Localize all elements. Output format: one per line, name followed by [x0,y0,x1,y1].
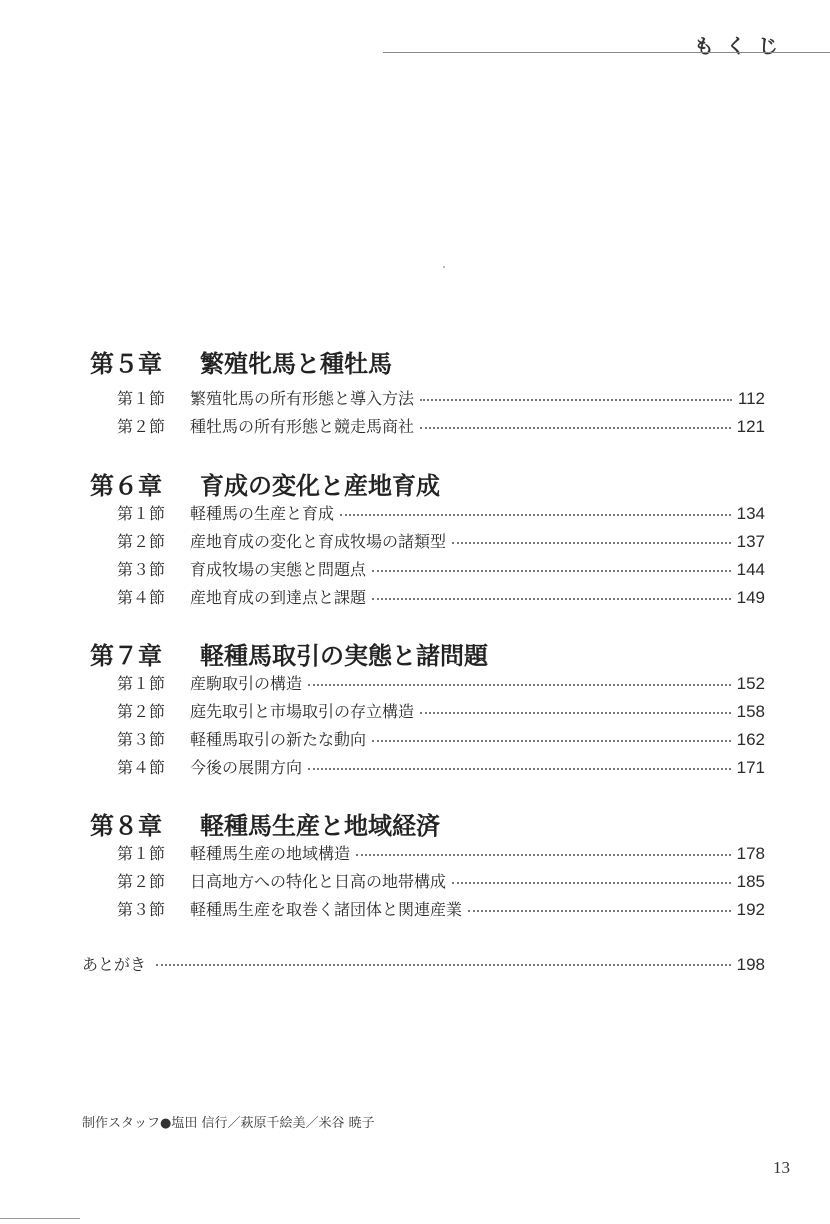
section-title: 今後の展開方向 [190,758,303,777]
toc-entry[interactable] [117,727,765,755]
header-rule [383,52,830,53]
section-number: 第３節 [117,560,166,579]
section-page: 171 [736,758,765,777]
chapter-heading [90,344,392,379]
section-title: 軽種馬取引の新たな動向 [190,730,367,749]
section-number: 第２節 [117,702,166,721]
chapter-title: 軽種馬生産と地域経済 [200,811,440,840]
chapter-heading [90,636,488,671]
page-speck [443,266,445,268]
chapter-title: 育成の変化と産地育成 [200,471,440,500]
dot-leader [356,854,731,856]
section-title: 繁殖牝馬の所有形態と導入方法 [190,389,415,408]
section-title: 軽種馬生産を取巻く諸団体と関連産業 [190,900,463,919]
dot-leader [308,768,731,770]
toc-entry[interactable] [117,755,765,783]
chapter-heading [90,466,440,501]
chapter-number: 第７章 [90,641,162,670]
section-title: 種牡馬の所有形態と競走馬商社 [190,417,415,436]
toc-entry[interactable] [117,841,765,869]
section-page: 185 [736,872,765,891]
section-number: 第２節 [117,417,166,436]
dot-leader [372,740,731,742]
toc-entry-afterword[interactable] [82,952,765,975]
dot-leader [340,514,731,516]
section-number: 第１節 [117,389,166,408]
header-title: もくじ [694,34,790,58]
chapter-number: 第８章 [90,811,162,840]
bottom-rule [0,1218,80,1219]
dot-leader [420,712,731,714]
section-page: 149 [736,588,765,607]
section-page: 121 [736,417,765,436]
toc-entry[interactable] [117,386,765,414]
section-number: 第３節 [117,730,166,749]
section-number: 第１節 [117,504,166,523]
dot-leader [372,570,731,572]
dot-leader [452,542,731,544]
dot-leader [420,399,732,401]
section-title: 庭先取引と市場取引の存立構造 [190,702,415,721]
section-title: 軽種馬の生産と育成 [190,504,335,523]
dot-leader [372,598,731,600]
section-page: 158 [736,702,765,721]
section-title: 軽種馬生産の地域構造 [190,844,351,863]
dot-leader [468,910,731,912]
chapter-number: 第５章 [90,349,162,378]
afterword-page: 198 [736,955,765,974]
dot-leader [156,964,731,966]
chapter-title: 軽種馬取引の実態と諸問題 [200,641,488,670]
section-number: 第２節 [117,532,166,551]
section-page: 144 [736,560,765,579]
toc-entry[interactable] [117,585,765,613]
toc-entry[interactable] [117,557,765,585]
toc-entry[interactable] [117,699,765,727]
section-title: 産地育成の変化と育成牧場の諸類型 [190,532,447,551]
section-title: 育成牧場の実態と問題点 [190,560,367,579]
afterword-title: あとがき [82,955,147,974]
toc-entry[interactable] [117,501,765,529]
section-title: 産地育成の到達点と課題 [190,588,367,607]
chapter-heading [90,806,440,841]
toc-entry[interactable] [117,414,765,442]
toc-entry[interactable] [117,671,765,699]
section-number: 第４節 [117,758,166,777]
section-page: 152 [736,674,765,693]
section-number: 第３節 [117,900,166,919]
chapter-number: 第６章 [90,471,162,500]
toc-entry[interactable] [117,897,765,925]
section-number: 第１節 [117,674,166,693]
dot-leader [308,684,731,686]
section-page: 134 [736,504,765,523]
section-number: 第２節 [117,872,166,891]
section-number: 第１節 [117,844,166,863]
dot-leader [420,427,731,429]
dot-leader [452,882,731,884]
section-title: 産駒取引の構造 [190,674,303,693]
staff-credit: 制作スタッフ●塩田 信行／萩原千絵美／米谷 暁子 [82,1116,375,1131]
toc-entry[interactable] [117,529,765,557]
section-page: 137 [736,532,765,551]
page-number: 13 [773,1158,790,1177]
section-page: 162 [736,730,765,749]
section-number: 第４節 [117,588,166,607]
section-title: 日高地方への特化と日高の地帯構成 [190,872,447,891]
section-page: 192 [736,900,765,919]
toc-entry[interactable] [117,869,765,897]
section-page: 112 [737,389,765,408]
chapter-title: 繁殖牝馬と種牡馬 [200,349,392,378]
section-page: 178 [736,844,765,863]
